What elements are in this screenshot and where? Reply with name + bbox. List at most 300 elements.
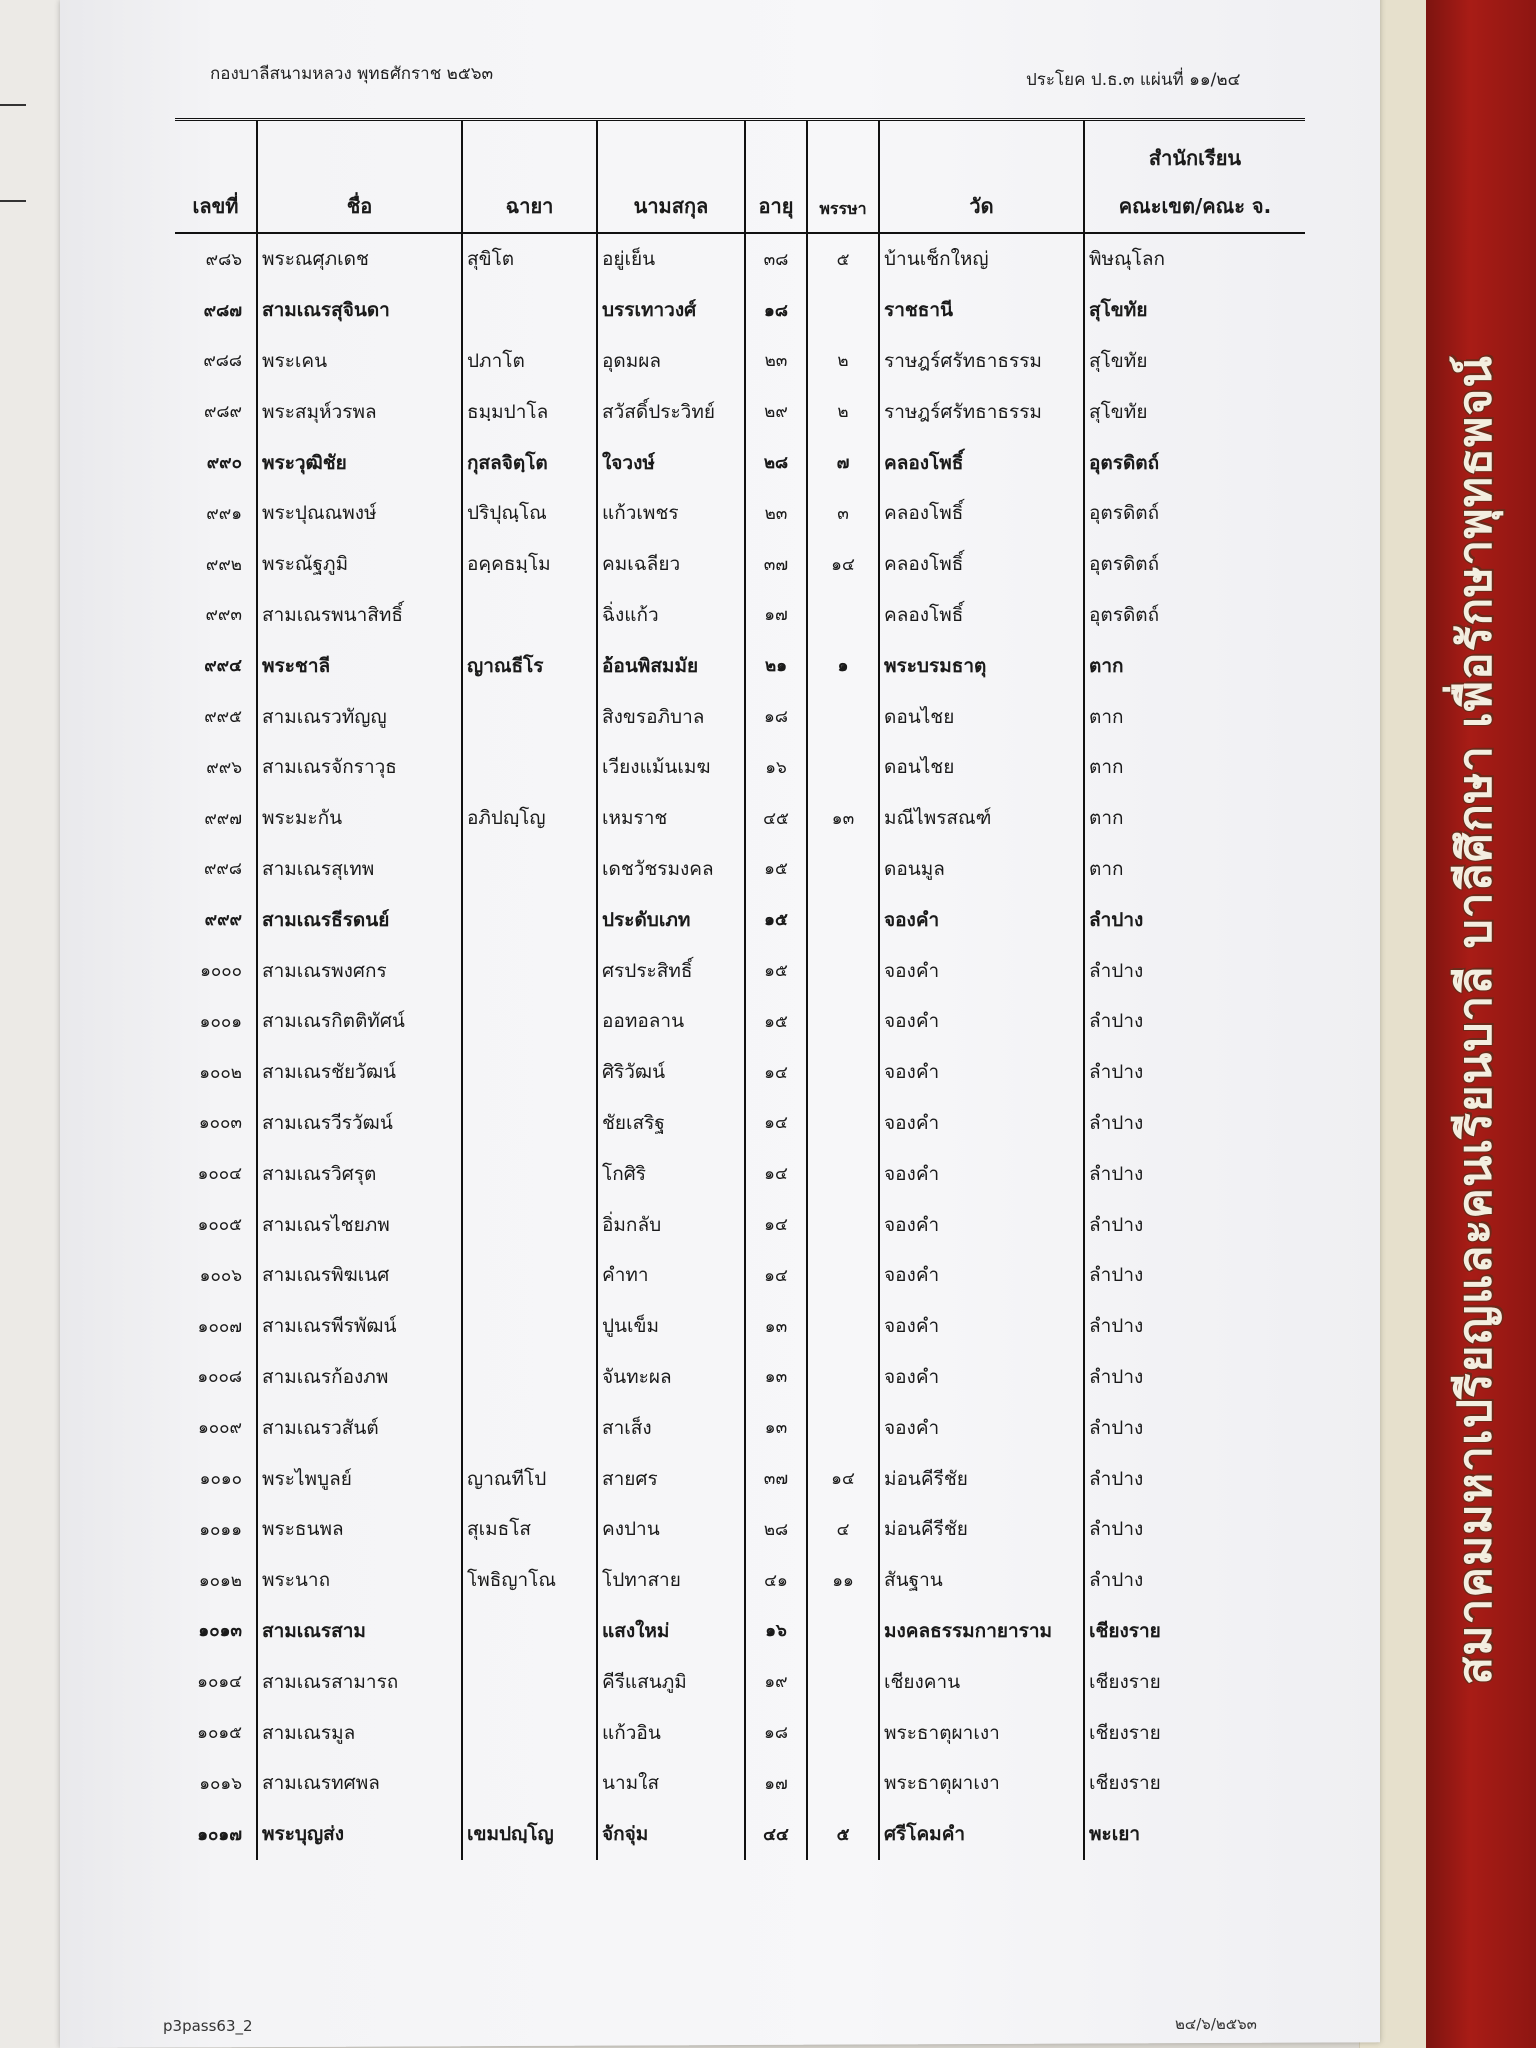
monk-surname: บรรเทาวงศ์	[597, 285, 745, 336]
document-header-sheet-number: ประโยค ป.ธ.๓ แผ่นที่ ๑๑/๒๔	[1026, 70, 1241, 90]
col-header-name: ชื่อ	[257, 120, 462, 234]
monk-temple: จองคำ	[879, 894, 1084, 945]
row-number: ๑๐๐๓	[198, 1113, 242, 1134]
monk-surname: เหมราช	[597, 793, 745, 844]
monk-vassa	[807, 285, 879, 336]
table-header-row	[175, 120, 1305, 234]
col-header-temple: วัด	[879, 120, 1084, 234]
table-row	[175, 1606, 1305, 1657]
monk-temple: ดอนไชย	[879, 742, 1084, 793]
monk-chaya	[462, 1402, 597, 1453]
exam-results-table	[175, 118, 1305, 1860]
col-header-no: เลขที่	[175, 120, 257, 234]
monk-age: ๒๙	[745, 386, 807, 437]
monk-temple: มณีไพรสณฑ์	[879, 793, 1084, 844]
monk-name: สามเณรวสันต์	[257, 1402, 462, 1453]
monk-institute: เชียงราย	[1084, 1656, 1305, 1707]
monk-temple: คลองโพธิ์	[879, 590, 1084, 641]
monk-vassa: ๑๑	[807, 1555, 879, 1606]
monk-surname: ชัยเสริฐ	[597, 1098, 745, 1149]
monk-vassa	[807, 1352, 879, 1403]
table-row	[175, 1250, 1305, 1301]
row-number: ๑๐๑๔	[197, 1672, 242, 1693]
monk-institute: ลำปาง	[1084, 1555, 1305, 1606]
row-number: ๑๐๐๕	[197, 1215, 242, 1236]
monk-name: พระไพบูลย์	[257, 1453, 462, 1504]
monk-chaya	[462, 844, 597, 895]
monk-age: ๑๕	[745, 894, 807, 945]
monk-surname: สวัสดิ์ประวิทย์	[597, 386, 745, 437]
monk-vassa: ๒	[807, 386, 879, 437]
monk-institute: ลำปาง	[1084, 1148, 1305, 1199]
table-row	[175, 285, 1305, 336]
monk-vassa	[807, 590, 879, 641]
monk-chaya	[462, 1606, 597, 1657]
table-row	[175, 945, 1305, 996]
monk-institute: สุโขทัย	[1084, 285, 1305, 336]
monk-institute: พิษณุโลก	[1084, 233, 1305, 285]
monk-institute: ตาก	[1084, 844, 1305, 895]
monk-surname: โปทาสาย	[597, 1555, 745, 1606]
row-number: ๙๘๘	[203, 351, 242, 372]
monk-temple: สันฐาน	[879, 1555, 1084, 1606]
monk-name: สามเณรสุจินดา	[257, 285, 462, 336]
monk-institute: ตาก	[1084, 793, 1305, 844]
monk-age: ๑๗	[745, 590, 807, 641]
monk-vassa: ๒	[807, 336, 879, 387]
monk-name: พระสมุห์วรพล	[257, 386, 462, 437]
monk-chaya	[462, 945, 597, 996]
table-row	[175, 894, 1305, 945]
monk-vassa	[807, 844, 879, 895]
monk-surname: อ้อนพิสมมัย	[597, 640, 745, 691]
monk-surname: จักจุ่ม	[597, 1809, 745, 1860]
monk-vassa	[807, 1098, 879, 1149]
monk-temple: จองคำ	[879, 1301, 1084, 1352]
footer-code: p3pass63_2	[163, 2017, 253, 2035]
monk-name: สามเณรจักราวุธ	[257, 742, 462, 793]
monk-chaya: เขมปญฺโญ	[462, 1809, 597, 1860]
monk-vassa: ๓	[807, 488, 879, 539]
col-header-institute-line2: คณะเขต/คณะ จ.	[1118, 194, 1272, 218]
monk-temple: เชียงคาน	[879, 1656, 1084, 1707]
monk-chaya	[462, 742, 597, 793]
monk-chaya: ปริปุณฺโณ	[462, 488, 597, 539]
monk-temple: คลองโพธิ์	[879, 437, 1084, 488]
monk-institute: อุตรดิตถ์	[1084, 488, 1305, 539]
row-number: ๙๙๖	[206, 757, 242, 778]
monk-name: พระณศุภเดช	[257, 233, 462, 285]
monk-institute: สุโขทัย	[1084, 336, 1305, 387]
row-number: ๙๙๒	[205, 554, 242, 575]
monk-age: ๑๕	[745, 996, 807, 1047]
monk-age: ๑๙	[745, 1656, 807, 1707]
row-number: ๑๐๑๐	[199, 1469, 242, 1490]
monk-chaya: ปภาโต	[462, 336, 597, 387]
monk-name: สามเณรวีรวัฒน์	[257, 1098, 462, 1149]
row-number: ๙๙๙	[204, 910, 242, 931]
monk-institute: เชียงราย	[1084, 1606, 1305, 1657]
monk-age: ๑๔	[745, 1199, 807, 1250]
row-number: ๙๘๙	[203, 402, 242, 423]
monk-temple: ราษฎร์ศรัทธาธรรม	[879, 336, 1084, 387]
monk-surname: สิงขรอภิบาล	[597, 691, 745, 742]
monk-name: สามเณรวทัญญู	[257, 691, 462, 742]
table-row	[175, 336, 1305, 387]
monk-institute: ลำปาง	[1084, 1301, 1305, 1352]
monk-surname: ใจวงษ์	[597, 437, 745, 488]
table-row	[175, 996, 1305, 1047]
monk-age: ๒๘	[745, 1504, 807, 1555]
monk-surname: สาเส็ง	[597, 1402, 745, 1453]
monk-temple: ราษฎร์ศรัทธาธรรม	[879, 386, 1084, 437]
monk-age: ๔๔	[745, 1809, 807, 1860]
monk-name: พระธนพล	[257, 1504, 462, 1555]
table-row	[175, 1148, 1305, 1199]
monk-chaya	[462, 1352, 597, 1403]
monk-vassa: ๑	[807, 640, 879, 691]
monk-vassa: ๗	[807, 437, 879, 488]
monk-chaya: โพธิญาโณ	[462, 1555, 597, 1606]
monk-chaya	[462, 894, 597, 945]
monk-age: ๓๗	[745, 1453, 807, 1504]
monk-institute: ลำปาง	[1084, 945, 1305, 996]
monk-name: สามเณรชัยวัฒน์	[257, 1047, 462, 1098]
monk-institute: ตาก	[1084, 742, 1305, 793]
row-number: ๙๙๗	[204, 808, 242, 829]
table-row	[175, 590, 1305, 641]
monk-name: พระชาลี	[257, 640, 462, 691]
row-number: ๙๙๑	[206, 503, 242, 524]
monk-surname: ศรประสิทธิ์	[597, 945, 745, 996]
monk-chaya	[462, 1199, 597, 1250]
monk-name: สามเณรธีรดนย์	[257, 894, 462, 945]
monk-name: สามเณรมูล	[257, 1707, 462, 1758]
monk-vassa	[807, 1656, 879, 1707]
monk-institute: ลำปาง	[1084, 1047, 1305, 1098]
monk-age: ๑๘	[745, 691, 807, 742]
monk-surname: ประดับเภท	[597, 894, 745, 945]
monk-name: พระณัฐภูมิ	[257, 539, 462, 590]
monk-surname: เวียงแม้นเมฆ	[597, 742, 745, 793]
monk-surname: ออทอลาน	[597, 996, 745, 1047]
monk-temple: มงคลธรรมกายาราม	[879, 1606, 1084, 1657]
monk-age: ๑๕	[745, 844, 807, 895]
monk-chaya	[462, 590, 597, 641]
monk-chaya: อภิปญฺโญ	[462, 793, 597, 844]
monk-temple: คลองโพธิ์	[879, 488, 1084, 539]
page-edge-mark	[0, 104, 26, 106]
row-number: ๙๙๕	[204, 707, 242, 728]
monk-institute: อุตรดิตถ์	[1084, 590, 1305, 641]
row-number: ๑๐๐๔	[197, 1164, 242, 1185]
monk-vassa	[807, 1047, 879, 1098]
row-number: ๑๐๐๖	[199, 1265, 242, 1286]
monk-institute: สุโขทัย	[1084, 386, 1305, 437]
col-header-age: อายุ	[745, 120, 807, 234]
row-number: ๙๘๗	[203, 300, 242, 321]
monk-institute: อุตรดิตถ์	[1084, 437, 1305, 488]
monk-institute: ตาก	[1084, 640, 1305, 691]
monk-temple: พระธาตุผาเงา	[879, 1758, 1084, 1809]
monk-chaya: อคฺคธมฺโม	[462, 539, 597, 590]
monk-surname: สายศร	[597, 1453, 745, 1504]
monk-vassa	[807, 1707, 879, 1758]
monk-name: สามเณรกิตติทัศน์	[257, 996, 462, 1047]
monk-institute: ลำปาง	[1084, 1199, 1305, 1250]
monk-age: ๔๕	[745, 793, 807, 844]
monk-age: ๑๔	[745, 1250, 807, 1301]
monk-age: ๑๓	[745, 1352, 807, 1403]
monk-institute: เชียงราย	[1084, 1758, 1305, 1809]
monk-age: ๓๘	[745, 233, 807, 285]
table-row	[175, 1656, 1305, 1707]
table-row	[175, 640, 1305, 691]
row-number: ๑๐๑๒	[198, 1570, 242, 1591]
table-row	[175, 1809, 1305, 1860]
monk-institute: ลำปาง	[1084, 1250, 1305, 1301]
row-number: ๑๐๑๕	[197, 1723, 242, 1743]
monk-institute: ตาก	[1084, 691, 1305, 742]
monk-age: ๒๓	[745, 488, 807, 539]
monk-surname: ศิริวัฒน์	[597, 1047, 745, 1098]
monk-temple: จองคำ	[879, 996, 1084, 1047]
monk-vassa	[807, 894, 879, 945]
monk-age: ๒๑	[745, 640, 807, 691]
monk-chaya	[462, 1250, 597, 1301]
col-header-vassa: พรรษา	[807, 120, 879, 234]
monk-surname: คำทา	[597, 1250, 745, 1301]
table-row	[175, 233, 1305, 285]
monk-age: ๓๗	[745, 539, 807, 590]
monk-surname: คงปาน	[597, 1504, 745, 1555]
monk-institute: ลำปาง	[1084, 1504, 1305, 1555]
monk-name: พระวุฒิชัย	[257, 437, 462, 488]
table-row	[175, 437, 1305, 488]
monk-temple: คลองโพธิ์	[879, 539, 1084, 590]
row-number: ๙๘๖	[205, 249, 242, 270]
row-number: ๑๐๑๗	[197, 1824, 242, 1845]
document-header-title: กองบาลีสนามหลวง พุทธศักราช ๒๕๖๓	[210, 64, 494, 84]
monk-vassa: ๑๓	[807, 793, 879, 844]
monk-age: ๑๔	[745, 1098, 807, 1149]
table-row	[175, 386, 1305, 437]
monk-temple: ม่อนคีรีชัย	[879, 1453, 1084, 1504]
monk-institute: พะเยา	[1084, 1809, 1305, 1860]
table-row	[175, 1352, 1305, 1403]
monk-temple: ม่อนคีรีชัย	[879, 1504, 1084, 1555]
monk-vassa: ๕	[807, 233, 879, 285]
row-number: ๙๙๔	[204, 656, 242, 677]
monk-name: สามเณรสาม	[257, 1606, 462, 1657]
monk-age: ๒๘	[745, 437, 807, 488]
monk-name: สามเณรสามารถ	[257, 1656, 462, 1707]
monk-age: ๑๕	[745, 945, 807, 996]
monk-vassa	[807, 691, 879, 742]
monk-chaya	[462, 691, 597, 742]
monk-chaya: กุสลจิตฺโต	[462, 437, 597, 488]
row-number: ๙๙๘	[203, 859, 242, 880]
table-row	[175, 793, 1305, 844]
monk-chaya	[462, 1656, 597, 1707]
monk-vassa	[807, 1250, 879, 1301]
monk-name: สามเณรพีรพัฒน์	[257, 1301, 462, 1352]
monk-institute: ลำปาง	[1084, 996, 1305, 1047]
monk-surname: แก้วอิน	[597, 1707, 745, 1758]
monk-name: สามเณรพนาสิทธิ์	[257, 590, 462, 641]
monk-age: ๒๓	[745, 336, 807, 387]
monk-temple: จองคำ	[879, 1098, 1084, 1149]
monk-surname: คมเฉลียว	[597, 539, 745, 590]
monk-chaya	[462, 1758, 597, 1809]
monk-age: ๔๑	[745, 1555, 807, 1606]
table-row	[175, 1047, 1305, 1098]
monk-vassa: ๕	[807, 1809, 879, 1860]
table-row	[175, 488, 1305, 539]
monk-institute: ลำปาง	[1084, 1098, 1305, 1149]
row-number: ๙๙๐	[206, 453, 242, 474]
monk-vassa	[807, 1606, 879, 1657]
monk-surname: อยู่เย็น	[597, 233, 745, 285]
monk-age: ๑๓	[745, 1301, 807, 1352]
row-number: ๙๙๓	[205, 605, 242, 626]
monk-institute: เชียงราย	[1084, 1707, 1305, 1758]
monk-temple: พระธาตุผาเงา	[879, 1707, 1084, 1758]
monk-vassa	[807, 742, 879, 793]
table-row	[175, 1504, 1305, 1555]
monk-surname: เดชวัชรมงคล	[597, 844, 745, 895]
row-number: ๑๐๐๑	[199, 1011, 242, 1032]
monk-chaya	[462, 1148, 597, 1199]
page-edge-mark	[0, 200, 26, 202]
col-header-institute-line1: สำนักเรียน	[1148, 146, 1242, 170]
monk-chaya	[462, 1098, 597, 1149]
monk-temple: ดอนมูล	[879, 844, 1084, 895]
monk-chaya: ธมฺมปาโล	[462, 386, 597, 437]
monk-age: ๑๔	[745, 1047, 807, 1098]
monk-surname: แก้วเพชร	[597, 488, 745, 539]
row-number: ๑๐๑๓	[198, 1621, 242, 1642]
monk-temple: ดอนไชย	[879, 691, 1084, 742]
monk-surname: โกศิริ	[597, 1148, 745, 1199]
monk-chaya	[462, 285, 597, 336]
monk-vassa	[807, 1199, 879, 1250]
monk-chaya: ญาณธีโร	[462, 640, 597, 691]
monk-vassa	[807, 1402, 879, 1453]
monk-chaya	[462, 1707, 597, 1758]
monk-name: สามเณรพงศกร	[257, 945, 462, 996]
monk-surname: อิ่มกลับ	[597, 1199, 745, 1250]
monk-temple: บ้านเช็กใหญ่	[879, 233, 1084, 285]
monk-chaya: สุเมธโส	[462, 1504, 597, 1555]
monk-name: สามเณรพิฆเนศ	[257, 1250, 462, 1301]
table-row	[175, 1453, 1305, 1504]
footer-date: ๒๔/๖/๒๕๖๓	[1175, 2015, 1257, 2033]
monk-age: ๑๘	[745, 285, 807, 336]
monk-age: ๑๖	[745, 742, 807, 793]
monk-name: พระเคน	[257, 336, 462, 387]
monk-surname: อุดมผล	[597, 336, 745, 387]
monk-name: พระปุณณพงษ์	[257, 488, 462, 539]
row-number: ๑๐๐๘	[197, 1367, 242, 1388]
monk-surname: แสงใหม่	[597, 1606, 745, 1657]
monk-temple: จองคำ	[879, 1402, 1084, 1453]
watermark-text: สมาคมมหาเปรียญและคนเรียนบาลี บาลีศึกษา เพื่อรักษาพุทธพจน์	[1447, 355, 1502, 1685]
monk-surname: คีรีแสนภูมิ	[597, 1656, 745, 1707]
table-row	[175, 844, 1305, 895]
monk-name: สามเณรก้องภพ	[257, 1352, 462, 1403]
monk-name: พระนาถ	[257, 1555, 462, 1606]
monk-age: ๑๘	[745, 1707, 807, 1758]
monk-chaya: สุขิโต	[462, 233, 597, 285]
monk-age: ๑๔	[745, 1148, 807, 1199]
monk-age: ๑๗	[745, 1758, 807, 1809]
monk-chaya: ญาณทีโป	[462, 1453, 597, 1504]
monk-temple: ศรีโคมคำ	[879, 1809, 1084, 1860]
monk-vassa: ๑๔	[807, 1453, 879, 1504]
row-number: ๑๐๑๖	[199, 1773, 242, 1794]
row-number: ๑๐๐๒	[199, 1062, 242, 1083]
table-row	[175, 1199, 1305, 1250]
monk-name: สามเณรวิศรุต	[257, 1148, 462, 1199]
col-header-chaya: ฉายา	[462, 120, 597, 234]
monk-name: สามเณรทศพล	[257, 1758, 462, 1809]
monk-surname: นามใส	[597, 1758, 745, 1809]
table-row	[175, 1707, 1305, 1758]
row-number: ๑๐๐๐	[200, 961, 242, 982]
monk-institute: ลำปาง	[1084, 894, 1305, 945]
monk-vassa	[807, 996, 879, 1047]
monk-temple: จองคำ	[879, 1148, 1084, 1199]
monk-surname: ปูนเข็ม	[597, 1301, 745, 1352]
row-number: ๑๐๑๑	[199, 1519, 242, 1540]
table-row	[175, 1758, 1305, 1809]
monk-temple: จองคำ	[879, 1250, 1084, 1301]
monk-vassa: ๑๔	[807, 539, 879, 590]
table-row	[175, 1402, 1305, 1453]
row-number: ๑๐๐๙	[198, 1418, 242, 1439]
monk-name: พระมะกัน	[257, 793, 462, 844]
monk-temple: จองคำ	[879, 1047, 1084, 1098]
monk-vassa	[807, 945, 879, 996]
monk-temple: จองคำ	[879, 1352, 1084, 1403]
monk-surname: จันทะผล	[597, 1352, 745, 1403]
monk-temple: พระบรมธาตุ	[879, 640, 1084, 691]
table-row	[175, 742, 1305, 793]
monk-institute: ลำปาง	[1084, 1352, 1305, 1403]
col-header-surname: นามสกุล	[597, 120, 745, 234]
monk-surname: ฉิ่งแก้ว	[597, 590, 745, 641]
table-row	[175, 1555, 1305, 1606]
row-number: ๑๐๐๗	[197, 1316, 242, 1337]
monk-chaya	[462, 996, 597, 1047]
monk-vassa	[807, 1148, 879, 1199]
table-row	[175, 1301, 1305, 1352]
table-row	[175, 539, 1305, 590]
monk-age: ๑๓	[745, 1402, 807, 1453]
monk-vassa	[807, 1758, 879, 1809]
monk-vassa	[807, 1301, 879, 1352]
monk-vassa: ๔	[807, 1504, 879, 1555]
monk-temple: จองคำ	[879, 945, 1084, 996]
monk-chaya	[462, 1047, 597, 1098]
monk-name: พระบุญส่ง	[257, 1809, 462, 1860]
monk-chaya	[462, 1301, 597, 1352]
col-header-institute	[1084, 120, 1305, 234]
monk-age: ๑๖	[745, 1606, 807, 1657]
monk-temple: ราชธานี	[879, 285, 1084, 336]
monk-name: สามเณรไชยภพ	[257, 1199, 462, 1250]
